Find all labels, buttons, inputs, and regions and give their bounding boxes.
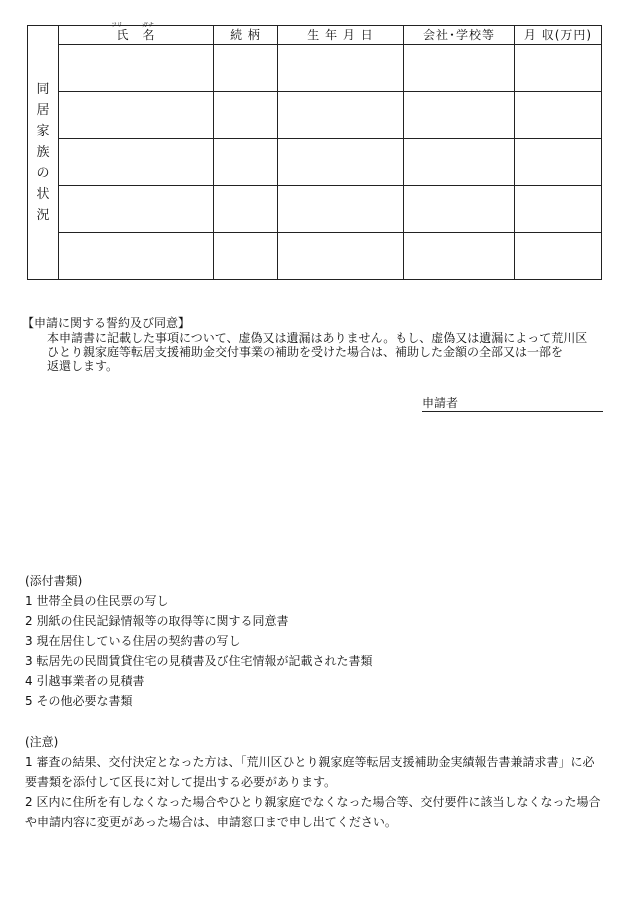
furigana-label: フリ — [111, 22, 123, 29]
name-cell[interactable] — [59, 92, 214, 139]
section-label-char: 同 — [36, 82, 50, 97]
note-line: 要書類を添付して区長に対して提出する必要があります。 — [25, 775, 337, 789]
company-school-header: 会社･学校等 — [404, 26, 515, 45]
household-family-table — [27, 22, 602, 280]
attachments-list — [25, 571, 372, 711]
table-row — [28, 186, 602, 233]
monthly-income-header: 月 収(万円) — [515, 26, 602, 45]
relation-cell[interactable] — [214, 45, 278, 92]
note-line: 2 区内に住所を有しなくなった場合やひとり親家庭でなくなった場合等、交付要件に該当しなくなった場合 — [25, 795, 601, 809]
table-row — [28, 45, 602, 92]
note-line: 1 審査の結果、交付決定となった方は、「荒川区ひとり親家庭等転居支援補助金実績報告書兼請求書」に必 — [25, 755, 595, 769]
company-school-cell[interactable] — [404, 186, 515, 233]
pledge-line: 返還します。 — [47, 359, 119, 373]
birthdate-cell[interactable] — [278, 45, 404, 92]
section-label-char: 家 — [36, 124, 50, 139]
note-line: や申請内容に変更があった場合は、申請窓口まで申し出てください。 — [25, 815, 397, 829]
birthdate-cell[interactable] — [278, 186, 404, 233]
company-school-cell[interactable] — [404, 45, 515, 92]
relation-cell[interactable] — [214, 139, 278, 186]
attachment-item: 5 その他必要な書類 — [25, 694, 133, 708]
section-label-char: 状 — [36, 187, 50, 202]
section-label-vertical — [28, 79, 58, 226]
name-cell[interactable] — [59, 186, 214, 233]
applicant-label: 申請者 — [422, 396, 459, 410]
notes-section — [25, 732, 625, 832]
monthly-income-cell[interactable] — [515, 92, 602, 139]
attachment-item: 2 別紙の住民記録情報等の取得等に関する同意書 — [25, 614, 289, 628]
applicant-signature-line — [422, 396, 603, 412]
name-header — [59, 22, 214, 45]
relation-header: 続 柄 — [214, 26, 278, 45]
pledge-line: ひとり親家庭等転居支援補助金交付事業の補助を受けた場合は、補助した金額の全部又は一部を — [47, 345, 564, 359]
attachment-item: 3 現在居住している住居の契約書の写し — [25, 634, 241, 648]
name-header-label: 氏 名 — [116, 28, 156, 42]
pledge-line: 本申請書に記載した事項について、虚偽又は遺漏はありません。もし、虚偽又は遺漏によって荒川区 — [47, 331, 588, 345]
furigana-label: ガナ — [142, 22, 155, 29]
table-row — [28, 92, 602, 139]
name-cell[interactable] — [59, 45, 214, 92]
attachment-item: 3 転居先の民間賃貸住宅の見積書及び住宅情報が記載された書類 — [25, 654, 373, 668]
name-cell[interactable] — [59, 139, 214, 186]
monthly-income-cell[interactable] — [515, 186, 602, 233]
birthdate-cell[interactable] — [278, 139, 404, 186]
pledge-title: 【申請に関する誓約及び同意】 — [22, 316, 191, 330]
birthdate-cell[interactable] — [278, 92, 404, 139]
table-row — [28, 139, 602, 186]
monthly-income-cell[interactable] — [515, 233, 602, 280]
monthly-income-cell[interactable] — [515, 139, 602, 186]
section-label-char: 族 — [36, 145, 50, 160]
relation-cell[interactable] — [214, 92, 278, 139]
attachment-item: 1 世帯全員の住民票の写し — [25, 594, 169, 608]
relation-cell[interactable] — [214, 233, 278, 280]
birthdate-header: 生 年 月 日 — [278, 26, 404, 45]
notes-heading: (注意) — [25, 735, 59, 749]
section-label-cell — [28, 26, 59, 280]
relation-cell[interactable] — [214, 186, 278, 233]
section-label-char: 況 — [36, 208, 50, 223]
attachment-item: 4 引越事業者の見積書 — [25, 674, 145, 688]
pledge-body — [47, 331, 617, 373]
name-cell[interactable] — [59, 233, 214, 280]
company-school-cell[interactable] — [404, 92, 515, 139]
company-school-cell[interactable] — [404, 139, 515, 186]
section-label-char: 居 — [36, 103, 50, 118]
company-school-cell[interactable] — [404, 233, 515, 280]
table-header-row — [28, 26, 602, 45]
table-row — [28, 233, 602, 280]
birthdate-cell[interactable] — [278, 233, 404, 280]
monthly-income-cell[interactable] — [515, 45, 602, 92]
section-label-char: の — [36, 166, 50, 181]
attachments-heading: (添付書類) — [25, 574, 83, 588]
